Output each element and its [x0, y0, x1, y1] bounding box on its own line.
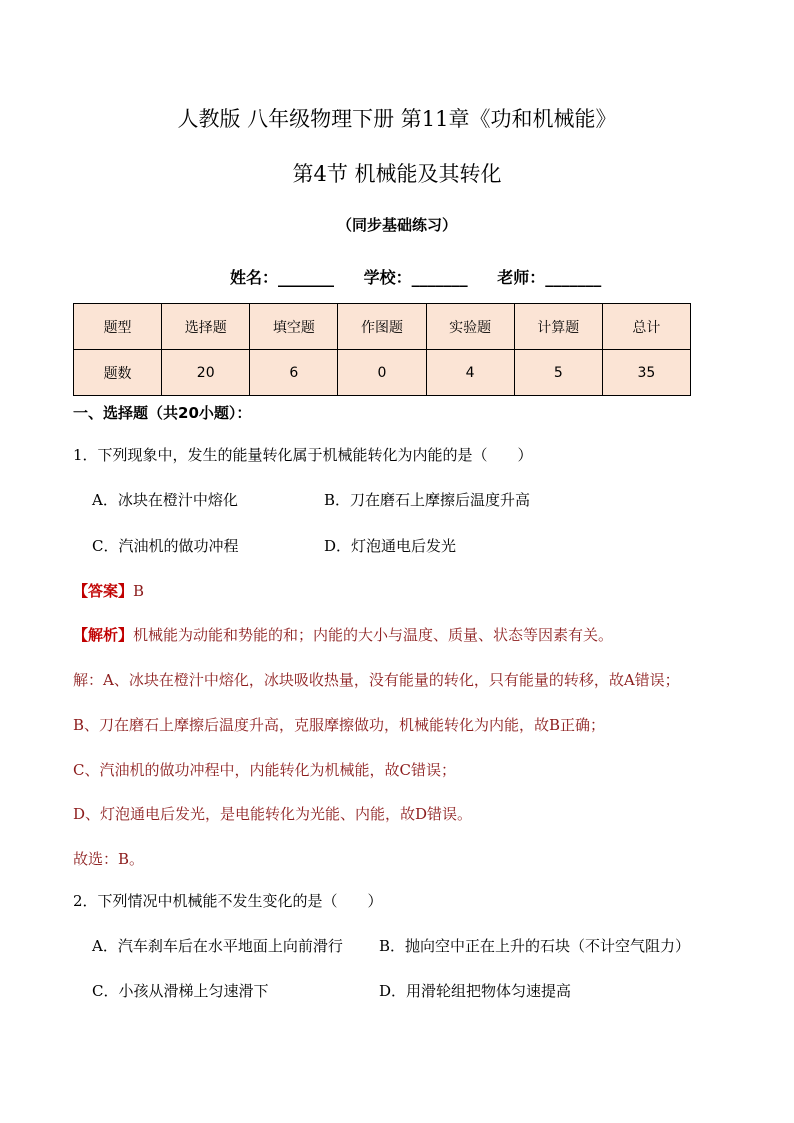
table-cell: 题数 [74, 350, 162, 396]
score-table [73, 303, 691, 396]
table-cell: 5 [514, 350, 602, 396]
q1-option-d: D．灯泡通电后发光 [324, 537, 457, 555]
q1-option-a: A．冰块在橙汁中熔化 [92, 491, 238, 509]
q2-option-a: A．汽车刹车后在水平地面上向前滑行 [92, 937, 343, 955]
q1-solution-c: C、汽油机的做功冲程中，内能转化为机械能，故C错误； [73, 761, 456, 779]
name-field: 姓名：_______ [230, 268, 335, 287]
q1-option-b: B．刀在磨石上摩擦后温度升高 [324, 491, 531, 509]
table-cell: 20 [162, 350, 250, 396]
analysis-text: 机械能为动能和势能的和；内能的大小与温度、质量、状态等因素有关。 [133, 626, 614, 644]
practice-subtitle: （同步基础练习） [336, 216, 457, 234]
table-header-cell: 实验题 [426, 304, 514, 350]
answer-label: 【答案】 [73, 582, 134, 600]
analysis-label: 【解析】 [73, 626, 134, 644]
section-title: 第4节 机械能及其转化 [292, 162, 502, 186]
q1-analysis [73, 624, 613, 645]
document-title: 人教版 八年级物理下册 第11章《功和机械能》 [177, 107, 617, 131]
table-cell: 0 [338, 350, 426, 396]
table-header-cell: 选择题 [162, 304, 250, 350]
table-header-cell: 作图题 [338, 304, 426, 350]
table-header-cell: 计算题 [514, 304, 602, 350]
table-header-row [74, 304, 691, 350]
question-2-stem: 2．下列情况中机械能不发生变化的是（ ） [73, 892, 383, 910]
student-info [230, 265, 601, 288]
table-header-cell: 总计 [602, 304, 690, 350]
q1-answer [73, 580, 144, 601]
q2-option-d: D．用滑轮组把物体匀速提高 [379, 982, 572, 1000]
q2-option-b: B．抛向空中正在上升的石块（不计空气阻力） [379, 937, 691, 955]
q2-option-c: C．小孩从滑梯上匀速滑下 [92, 982, 269, 1000]
table-header-cell: 题型 [74, 304, 162, 350]
table-cell: 4 [426, 350, 514, 396]
q1-option-c: C．汽油机的做功冲程 [92, 537, 239, 555]
table-header-cell: 填空题 [250, 304, 338, 350]
q1-solution-b: B、刀在磨石上摩擦后温度升高，克服摩擦做功，机械能转化为内能，故B正确； [73, 716, 606, 734]
answer-value: B [133, 582, 145, 600]
question-1-stem: 1．下列现象中，发生的能量转化属于机械能转化为内能的是（ ） [73, 446, 533, 464]
q1-conclusion: 故选：B。 [73, 850, 145, 868]
section-heading: 一、选择题（共20小题）： [73, 404, 252, 422]
q1-solution-a: 解：A、冰块在橙汁中熔化，冰块吸收热量，没有能量的转化，只有能量的转移，故A错误； [73, 671, 680, 689]
table-cell: 35 [602, 350, 690, 396]
table-row [74, 350, 691, 396]
table-cell: 6 [250, 350, 338, 396]
school-field: 学校：_______ [363, 268, 468, 287]
teacher-field: 老师：_______ [497, 268, 602, 287]
q1-solution-d: D、灯泡通电后发光，是电能转化为光能、内能，故D错误。 [73, 805, 473, 823]
